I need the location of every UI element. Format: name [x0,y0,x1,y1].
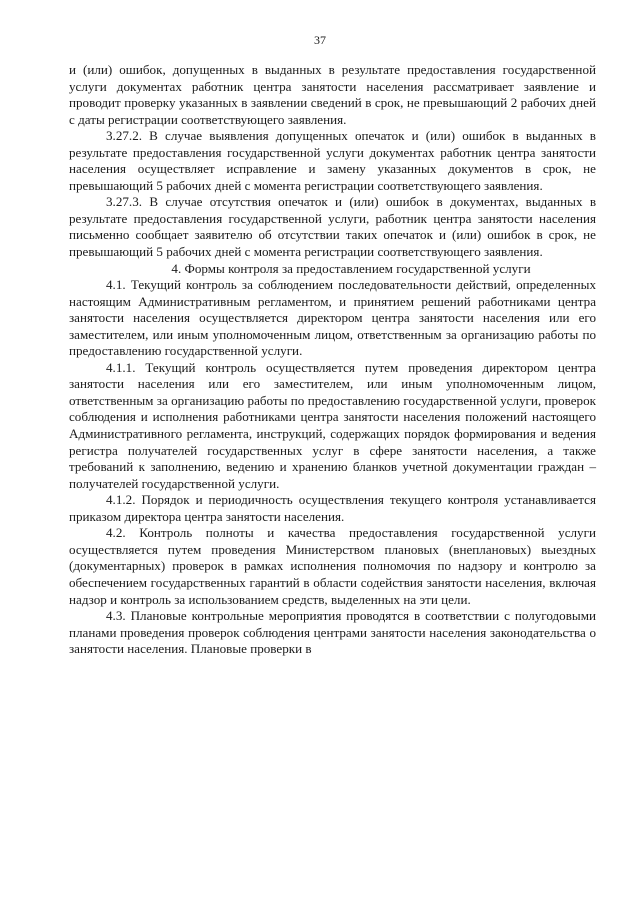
paragraph-3-27-3: 3.27.3. В случае отсутствия опечаток и (или) ошибок в документах, выданных в результате предоставления государственной услуги, работник центра занятости населения письменно сообщает заявителю об отсутствии таких опечаток и (или) ошибок в срок, не превышающий 5 рабочих дней с момента регистрации соответствующего заявления. [69,194,596,260]
paragraph-4-1: 4.1. Текущий контроль за соблюдением последовательности действий, определенных настоящим Административным регламентом, и принятием решений работниками центра занятости населения осуществляется директором центра занятости населения или его заместителем, или иным уполномоченным лицом, ответственным за организацию работы по предоставлению государственной услуги. [69,277,596,359]
paragraph-3-27-2: 3.27.2. В случае выявления допущенных опечаток и (или) ошибок в выданных в результате предоставления государственной услуги документах работник центра занятости населения осуществляет исправление и замену указанных документов в срок, не превышающий 5 рабочих дней с момента регистрации соответствующего заявления. [69,128,596,193]
document-body [69,62,596,658]
paragraph-4-2: 4.2. Контроль полноты и качества предоставления государственной услуги осуществляется путем проведения Министерством плановых (внеплановых) выездных (документарных) проверок в рамках исполнения полномочия по надзору и контролю за обеспечением государственных гарантий в области содействия занятости населения, включая надзор и контроль за использованием средств, выделенных на эти цели. [69,525,596,607]
paragraph-4-1-1: 4.1.1. Текущий контроль осуществляется путем проведения директором центра занятости населения или его заместителем, или иным уполномоченным лицом, ответственным за организацию работы по предоставлению государственной услуги, проверок соблюдения и исполнения работниками центра занятости населения положений настоящего Административного регламента, инструкций, содержащих порядок формирования и ведения регистра получателей государственных услуг в сфере занятости населения, а также требований к заполнению, ведению и хранению бланков учетной документации граждан – получателей государственной услуги. [69,359,596,491]
paragraph-4-3: 4.3. Плановые контрольные мероприятия проводятся в соответствии с полугодовыми планами проведения проверок соблюдения центрами занятости населения законодательства о занятости населения. Плановые проверки в [69,608,596,657]
page-number: 37 [314,33,326,47]
paragraph-4-1-2: 4.1.2. Порядок и периодичность осуществления текущего контроля устанавливается приказом директора центра занятости населения. [69,492,596,524]
paragraph-continuation: и (или) ошибок, допущенных в выданных в результате предоставления государственной услуги документах работник центра занятости населения рассматривает заявление и проводит проверку указанных в заявлении сведений в срок, не превышающий 2 рабочих дней с даты регистрации соответствующего заявления. [69,62,596,127]
section-heading: 4. Формы контроля за предоставлением государственной услуги [171,260,531,276]
